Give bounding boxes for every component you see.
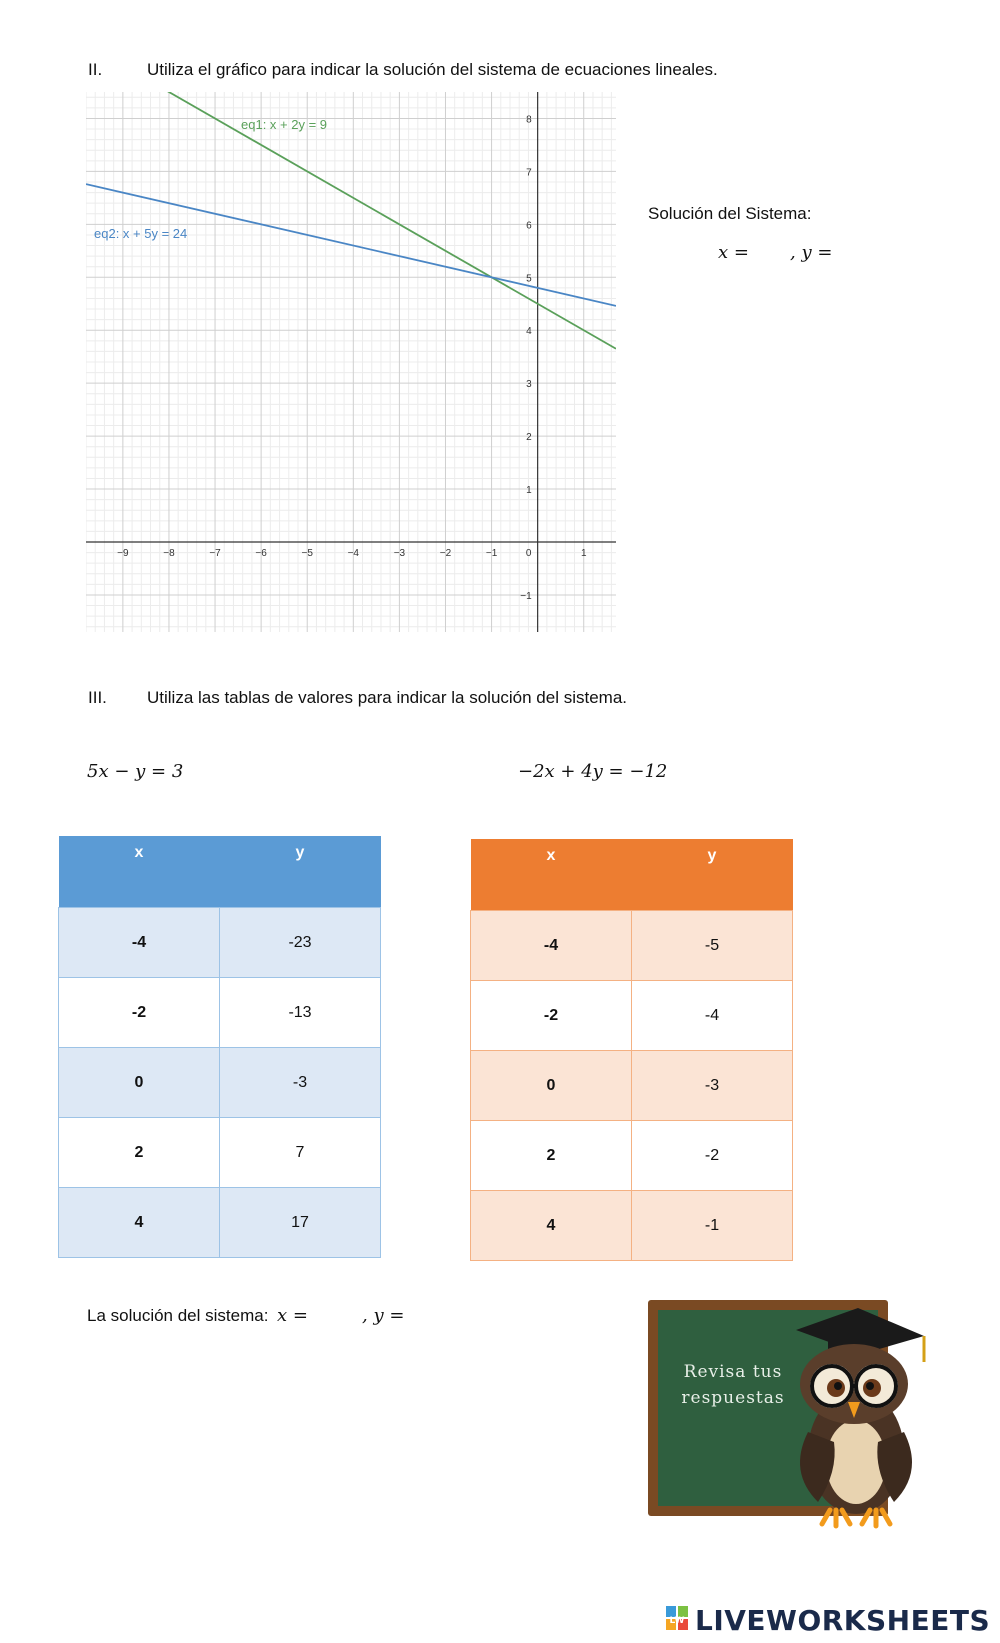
eq1-label: eq1: x + 2y = 9 (241, 117, 328, 132)
liveworksheets-logo-icon (666, 1606, 688, 1630)
table-cell: 7 (220, 1118, 381, 1188)
solution-x-input[interactable] (758, 238, 788, 262)
section-3-number: III. (88, 688, 107, 707)
final-solution-prefix: La solución del sistema: (87, 1306, 269, 1325)
table-row (59, 908, 381, 978)
values-table-2 (470, 839, 793, 1261)
table-row (59, 1048, 381, 1118)
table-cell: -13 (220, 978, 381, 1048)
y-tick-label: 4 (526, 326, 532, 338)
table2-header-y: y (632, 839, 793, 911)
table-cell: -3 (220, 1048, 381, 1118)
table-cell: 0 (471, 1051, 632, 1121)
eq2-label: eq2: x + 5y = 24 (94, 226, 188, 241)
solution-y-label: , y = (790, 242, 833, 263)
section-2-number: II. (88, 60, 103, 79)
x-tick-label: −7 (209, 548, 221, 559)
x-tick-label: −6 (255, 548, 267, 559)
table-row (59, 1118, 381, 1188)
table-row (471, 911, 793, 981)
table-cell: -5 (632, 911, 793, 981)
x-tick-label: 0 (525, 548, 532, 559)
series-lines (86, 92, 616, 349)
x-tick-label: −4 (347, 548, 360, 559)
final-y-label: , y = (362, 1305, 405, 1326)
table-cell: -1 (632, 1191, 793, 1261)
values-table-1 (58, 836, 381, 1258)
y-tick-label: 3 (526, 379, 532, 391)
table-cell: -4 (471, 911, 632, 981)
logo-letters: LW (669, 1616, 685, 1626)
solution-x-label: x = (718, 242, 749, 263)
table-cell: -2 (632, 1121, 793, 1191)
table-cell: 4 (59, 1188, 220, 1258)
board-text-line1: Revisa tus (683, 1362, 783, 1382)
liveworksheets-brand: LIVEWORKSHEETS (695, 1604, 991, 1637)
table-row (59, 1188, 381, 1258)
y-tick-label: 6 (526, 220, 532, 232)
table1-header-x: x (59, 836, 220, 908)
owl-icon (778, 1302, 928, 1530)
table1-header-y: y (220, 836, 381, 908)
final-y-input[interactable] (412, 1300, 472, 1326)
table-cell: 17 (220, 1188, 381, 1258)
linear-system-graph (86, 92, 616, 632)
table-cell: -23 (220, 908, 381, 978)
x-tick-label: −8 (163, 548, 175, 559)
table-row (471, 1121, 793, 1191)
y-tick-label: 8 (526, 114, 532, 126)
x-tick-label: −2 (439, 548, 452, 559)
equation-left: 5x − y = 3 (87, 761, 184, 782)
table-cell: 4 (471, 1191, 632, 1261)
table-cell: -4 (632, 981, 793, 1051)
table-row (471, 1051, 793, 1121)
table-cell: -2 (59, 978, 220, 1048)
y-tick-label: 2 (526, 432, 532, 444)
x-tick-label: −5 (301, 548, 313, 559)
table-cell: -2 (471, 981, 632, 1051)
table-row (59, 978, 381, 1048)
table-row (471, 981, 793, 1051)
table-cell: -3 (632, 1051, 793, 1121)
section-2-statement: Utiliza el gráfico para indicar la solución del sistema de ecuaciones lineales. (147, 60, 718, 79)
table-cell: 0 (59, 1048, 220, 1118)
final-x-input[interactable] (318, 1300, 358, 1326)
section-3-statement: Utiliza las tablas de valores para indicar la solución del sistema. (147, 688, 628, 707)
y-tick-label: 1 (526, 485, 532, 497)
y-tick-label: −1 (520, 590, 532, 602)
board-text-line2: respuestas (681, 1388, 785, 1408)
table-row (471, 1191, 793, 1261)
x-tick-label: −9 (117, 548, 129, 559)
table-cell: -4 (59, 908, 220, 978)
x-tick-label: −1 (485, 548, 498, 559)
y-tick-label: 7 (526, 167, 532, 179)
table-cell: 2 (471, 1121, 632, 1191)
x-tick-label: 1 (580, 548, 587, 559)
y-tick-label: 5 (526, 273, 532, 285)
equation-right: −2x + 4y = −12 (518, 761, 668, 782)
table2-header-x: x (471, 839, 632, 911)
solution-y-input[interactable] (840, 238, 900, 262)
final-x-label: x = (277, 1305, 308, 1326)
x-tick-label: −3 (393, 548, 406, 559)
solution-label: Solución del Sistema: (648, 204, 812, 223)
table-cell: 2 (59, 1118, 220, 1188)
